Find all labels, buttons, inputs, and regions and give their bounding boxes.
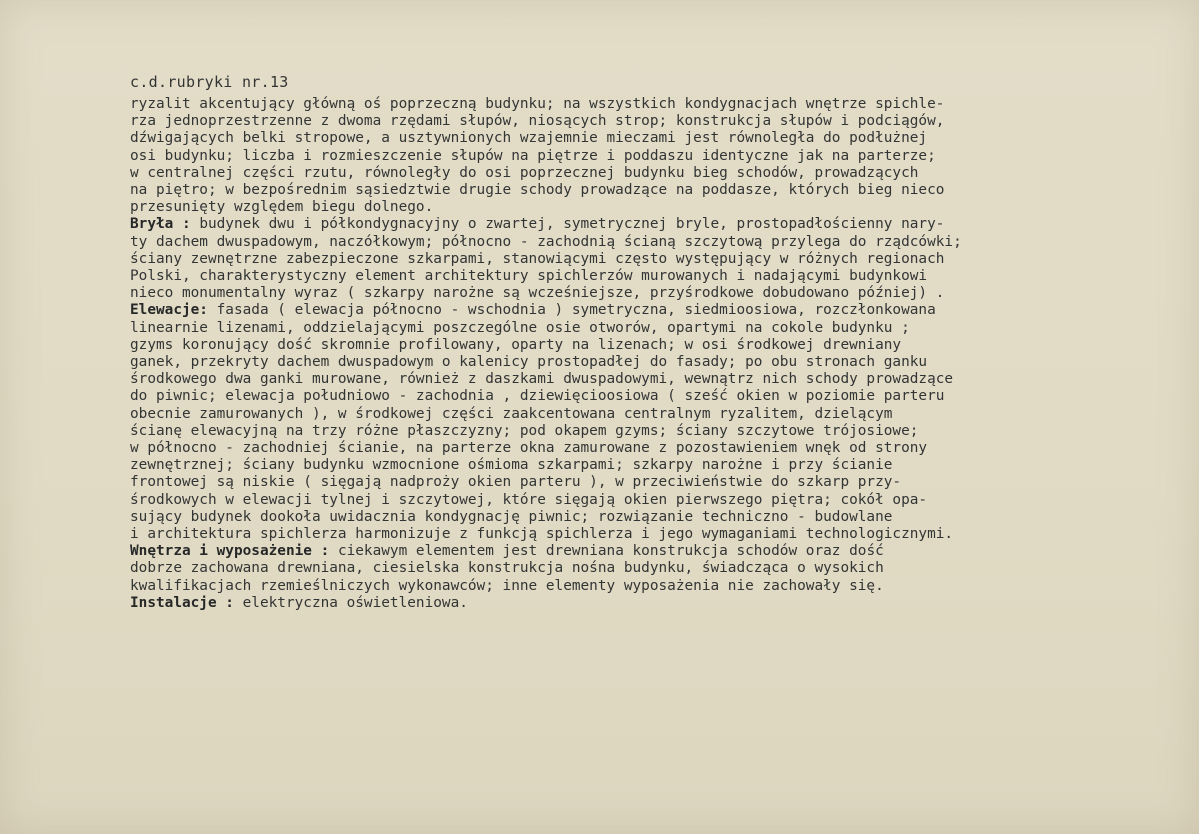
- line-text: kwalifikacjach rzemieślniczych wykonawców; inne elementy wyposażenia nie zachowały się.: [130, 577, 884, 594]
- line-text: obecnie zamurowanych ), w środkowej części zaakcentowana centralnym ryzalitem, dzielącym: [130, 405, 893, 422]
- text-line: [130, 251, 1105, 268]
- text-line: [130, 406, 1105, 423]
- text-line: [130, 388, 1105, 405]
- text-line: [130, 423, 1105, 440]
- line-text: ciekawym elementem jest drewniana konstrukcja schodów oraz dość: [329, 543, 884, 560]
- line-text: frontowej są niskie ( sięgają nadproży okien parteru ), w przeciwieństwie do szkarp przy-: [130, 474, 902, 491]
- text-line: [130, 268, 1105, 285]
- text-line: [130, 216, 1105, 233]
- line-text: osi budynku; liczba i rozmieszczenie słupów na piętrze i poddaszu identyczne jak na parterze;: [130, 147, 936, 164]
- line-text: do piwnic; elewacja południowo - zachodnia , dziewięcioosiowa ( sześć okien w poziomie parteru: [130, 388, 945, 405]
- text-line: [130, 96, 1105, 113]
- text-line: [130, 526, 1105, 543]
- line-text: i architektura spichlerza harmonizuje z funkcją spichlerza i jego wymaganiami technologicznymi.: [130, 526, 954, 543]
- line-text: środkowych w elewacji tylnej i szczytowej, które sięgają okien pierwszego piętra; cokół opa-: [130, 491, 928, 508]
- text-line: [130, 165, 1105, 182]
- text-line: [130, 354, 1105, 371]
- line-text: ty dachem dwuspadowym, naczółkowym; północno - zachodnią ścianą szczytową przylega do rządcówki;: [130, 233, 962, 250]
- line-text: dźwigających belki stropowe, a usztywnionych wzajemnie mieczami jest równoległa do podłużnej: [130, 130, 928, 147]
- line-text: zewnętrznej; ściany budynku wzmocnione ośmioma szkarpami; szkarpy narożne i przy ścianie: [130, 457, 893, 474]
- line-text: sujący budynek dookoła uwidacznia kondygnację piwnic; rozwiązanie techniczno - budowlane: [130, 508, 893, 525]
- line-text: na piętro; w bezpośrednim sąsiedztwie drugie schody prowadzące na poddasze, których bieg nieco: [130, 182, 945, 199]
- section-heading: Instalacje :: [130, 594, 234, 611]
- text-line: [130, 543, 1105, 560]
- text-line: [130, 130, 1105, 147]
- typewritten-text: [130, 96, 1105, 612]
- text-line: [130, 509, 1105, 526]
- text-line: [130, 560, 1105, 577]
- text-line: [130, 337, 1105, 354]
- text-line: [130, 595, 1105, 612]
- line-text: w północno - zachodniej ścianie, na parterze okna zamurowane z pozostawieniem wnęk od strony: [130, 440, 928, 457]
- line-text: przesunięty względem biegu dolnego.: [130, 199, 434, 216]
- text-line: [130, 457, 1105, 474]
- line-text: budynek dwu i półkondygnacyjny o zwartej, symetrycznej bryle, prostopadłościenny nary-: [190, 216, 945, 233]
- line-text: nieco monumentalny wyraz ( szkarpy narożne są wcześniejsze, przyśrodkowe dobudowano później) .: [130, 285, 945, 302]
- line-text: ściany zewnętrzne zabezpieczone szkarpami, stanowiącymi często występujący w różnych regionach: [130, 250, 945, 267]
- section-heading: Bryła :: [130, 216, 191, 233]
- card-number: c.d.rubryki nr.13: [130, 73, 289, 91]
- section-heading: Elewacje:: [130, 302, 208, 319]
- text-line: [130, 474, 1105, 491]
- text-line: [130, 371, 1105, 388]
- text-line: [130, 285, 1105, 302]
- text-line: [130, 302, 1105, 319]
- text-line: [130, 578, 1105, 595]
- text-line: [130, 492, 1105, 509]
- text-line: [130, 113, 1105, 130]
- text-line: [130, 182, 1105, 199]
- line-text: linearnie lizenami, oddzielającymi poszczególne osie otworów, opartymi na cokole budynku ;: [130, 319, 910, 336]
- line-text: dobrze zachowana drewniana, ciesielska konstrukcja nośna budynku, świadcząca o wysokich: [130, 560, 884, 577]
- text-line: [130, 199, 1105, 216]
- line-text: ścianę elewacyjną na trzy różne płaszczyzny; pod okapem gzyms; ściany szczytowe trójosiowe;: [130, 422, 919, 439]
- line-text: w centralnej części rzutu, równoległy do osi poprzecznej budynku bieg schodów, prowadzących: [130, 164, 919, 181]
- line-text: ryzalit akcentujący główną oś poprzeczną budynku; na wszystkich kondygnacjach wnętrze spichle-: [130, 96, 945, 112]
- text-line: [130, 440, 1105, 457]
- line-text: ganek, przekryty dachem dwuspadowym o kalenicy prostopadłej do fasady; po obu stronach ganku: [130, 354, 928, 371]
- line-text: rza jednoprzestrzenne z dwoma rzędami słupów, niosących strop; konstrukcja słupów i podciągów,: [130, 113, 945, 130]
- line-text: gzyms koronujący dość skromnie profilowany, oparty na lizenach; w osi środkowej drewniany: [130, 336, 902, 353]
- line-text: elektryczna oświetleniowa.: [233, 594, 468, 611]
- line-text: Polski, charakterystyczny element architektury spichlerzów murowanych i nadającymi budynkowi: [130, 268, 928, 285]
- section-heading: Wnętrza i wyposażenie :: [130, 543, 330, 560]
- line-text: fasada ( elewacja północno - wschodnia ) symetryczna, siedmioosiowa, rozczłonkowana: [207, 302, 936, 319]
- text-line: [130, 320, 1105, 337]
- line-text: środkowego dwa ganki murowane, również z daszkami dwuspadowymi, wewnątrz nich schody prowadzące: [130, 371, 954, 388]
- text-line: [130, 148, 1105, 165]
- text-line: [130, 234, 1105, 251]
